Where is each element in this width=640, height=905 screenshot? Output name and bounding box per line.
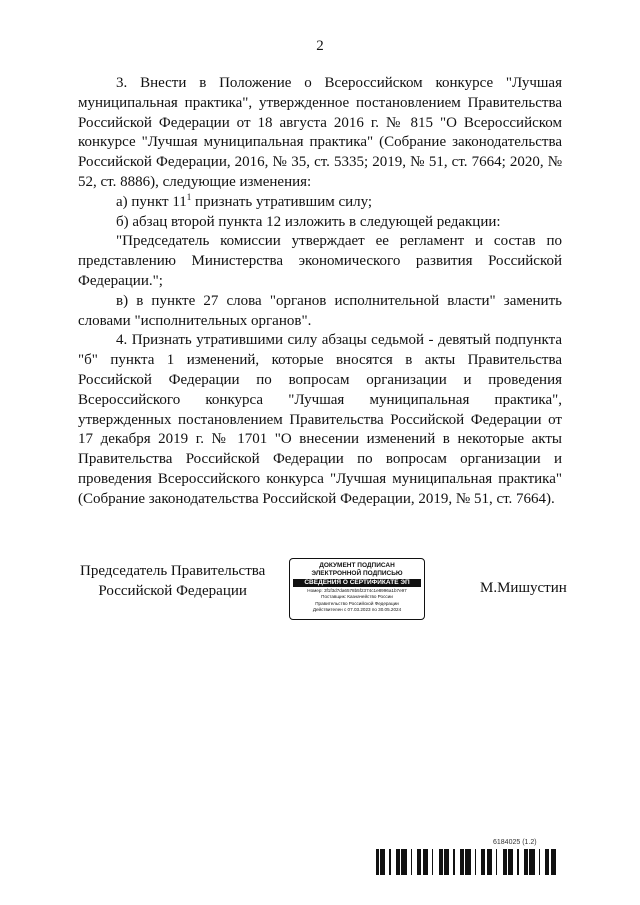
page-number: 2	[316, 38, 324, 54]
stamp-title-line2: ЭЛЕКТРОННОЙ ПОДПИСЬЮ	[311, 570, 403, 577]
signer-title-line1: Председатель Правительства	[80, 563, 266, 579]
paragraph-item-4: 4. Признать утратившими силу абзацы седьмой - девятый подпункта "б" пункта 1 изменений, которые вносятся в акты Правительства Российской Федерации по вопросам организации и проведения Всероссийского конкурса "Лучшая муниципальная практика", утвержденных постановлением Правительства Российской Федерации от 17 декабря 2019 г. № 1701 "О внесении изменений в некоторые акты Правительства Российской Федерации по вопросам организации и проведения Всероссийского конкурса "Лучшая муниципальная практика" (Собрание законодательства Российской Федерации, 2019, № 51, ст. 7664).	[78, 332, 562, 507]
paragraph-quote: "Председатель комиссии утверждает ее регламент и состав по представлению Министерства экономического развития Российской Федерации.";	[78, 233, 562, 289]
signer-name: М.Мишустин	[480, 580, 567, 596]
paragraph-item-b: б) абзац второй пункта 12 изложить в следующей редакции:	[116, 213, 501, 230]
document-code: 6184025 (1.2)	[493, 839, 537, 846]
barcode-icon	[376, 849, 562, 875]
stamp-issuer: Поставщик: Казначейство России	[321, 594, 393, 600]
stamp-owner: Правительство Российской Федерации	[315, 600, 399, 606]
signer-title-line2: Российской Федерации	[98, 582, 247, 599]
item-a-tail: признать утратившим силу;	[191, 193, 373, 210]
stamp-serial: Номер: 3f1f3d7da6578b5f2374c1e8996a1b7e97	[307, 588, 407, 593]
signer-title	[80, 562, 265, 601]
electronic-signature-stamp	[289, 558, 425, 620]
paragraph-item-3: 3. Внести в Положение о Всероссийском конкурсе "Лучшая муниципальная практика", утвержденное постановлением Правительства Российской Федерации от 18 августа 2016 г. № 815 "О Всероссийском конкурсе "Лучшая муниципальная практика" (Собрание законодательства Российской Федерации, 2016, № 35, ст. 5335; 2019, № 51, ст. 7664; 2020, № 52, ст. 8886), следующие изменения:	[78, 75, 562, 190]
stamp-title-line1: ДОКУМЕНТ ПОДПИСАН	[319, 562, 395, 569]
paragraph-item-v: в) в пункте 27 слова "органов исполнительной власти" заменить словами "исполнительных органов".	[78, 292, 562, 329]
stamp-validity: Действителен с 07.03.2023 по 30.05.2024	[312, 607, 402, 613]
document-body	[78, 74, 562, 510]
item-a-text: а) пункт 11	[116, 193, 187, 210]
item-a-superscript: 1	[186, 191, 192, 202]
stamp-certificate-band: СВЕДЕНИЯ О СЕРТИФИКАТЕ ЭП	[293, 579, 421, 587]
paragraph-item-a	[78, 193, 562, 213]
